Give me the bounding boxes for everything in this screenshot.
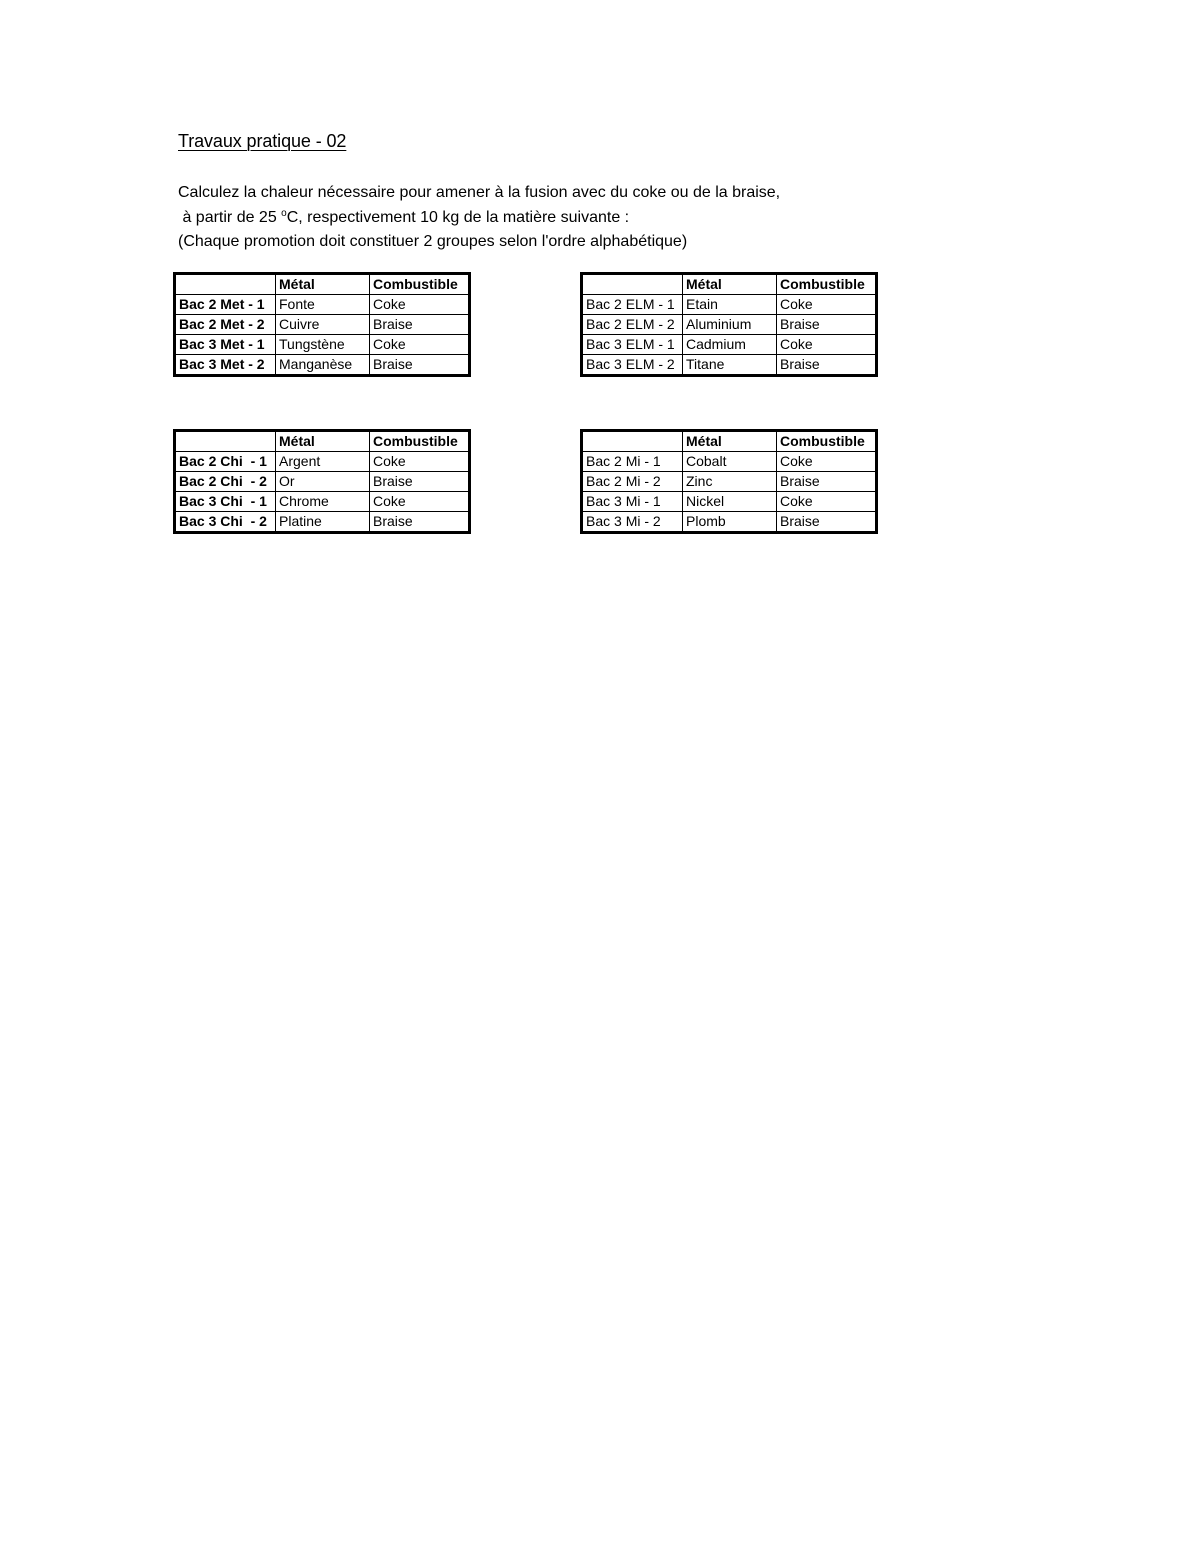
table-elm <box>580 272 878 377</box>
group-cell: Bac 2 Met - 2 <box>175 315 276 335</box>
table-header-row <box>175 431 470 452</box>
fuel-cell: Braise <box>777 355 877 376</box>
degree-sign: o <box>281 207 287 219</box>
metal-cell: Chrome <box>276 492 370 512</box>
metal-cell: Aluminium <box>683 315 777 335</box>
fuel-cell: Braise <box>370 512 470 533</box>
metal-cell: Or <box>276 472 370 492</box>
group-cell: Bac 3 Mi - 2 <box>582 512 683 533</box>
group-cell: Bac 2 Met - 1 <box>175 295 276 315</box>
table-row <box>582 472 877 492</box>
fuel-cell: Braise <box>777 472 877 492</box>
fuel-cell: Braise <box>777 512 877 533</box>
header-cell-metal: Métal <box>683 431 777 452</box>
table-row <box>175 472 470 492</box>
table-mi <box>580 429 878 534</box>
header-cell-combustible: Combustible <box>370 431 470 452</box>
fuel-cell: Braise <box>370 472 470 492</box>
fuel-cell: Coke <box>777 335 877 355</box>
header-cell-blank <box>175 431 276 452</box>
metal-cell: Cadmium <box>683 335 777 355</box>
intro-line-3: (Chaque promotion doit constituer 2 groupes selon l'ordre alphabétique) <box>178 233 688 250</box>
table-row <box>582 452 877 472</box>
header-cell-combustible: Combustible <box>777 431 877 452</box>
group-cell: Bac 3 Chi - 2 <box>175 512 276 533</box>
group-cell: Bac 3 ELM - 1 <box>582 335 683 355</box>
metal-cell: Tungstène <box>276 335 370 355</box>
header-cell-blank <box>582 431 683 452</box>
fuel-cell: Coke <box>777 492 877 512</box>
metal-cell: Platine <box>276 512 370 533</box>
metal-cell: Titane <box>683 355 777 376</box>
metal-cell: Cobalt <box>683 452 777 472</box>
table-row <box>175 335 470 355</box>
group-cell: Bac 3 Met - 1 <box>175 335 276 355</box>
table-row <box>175 492 470 512</box>
fuel-cell: Braise <box>370 355 470 376</box>
fuel-cell: Coke <box>777 452 877 472</box>
group-cell: Bac 2 ELM - 2 <box>582 315 683 335</box>
metal-cell: Nickel <box>683 492 777 512</box>
intro-line-2: à partir de 25 $^o$C, respectivement 10 kg de la matière suivante : <box>178 207 630 226</box>
metal-cell: Plomb <box>683 512 777 533</box>
header-cell-combustible: Combustible <box>370 274 470 295</box>
fuel-cell: Braise <box>370 315 470 335</box>
group-cell: Bac 2 Mi - 1 <box>582 452 683 472</box>
header-cell-metal: Métal <box>276 274 370 295</box>
table-row <box>582 315 877 335</box>
metal-cell: Fonte <box>276 295 370 315</box>
table-row <box>175 315 470 335</box>
metal-cell: Etain <box>683 295 777 315</box>
group-cell: Bac 2 ELM - 1 <box>582 295 683 315</box>
group-cell: Bac 2 Mi - 2 <box>582 472 683 492</box>
table-chi <box>173 429 471 534</box>
header-cell-blank <box>582 274 683 295</box>
header-cell-blank <box>175 274 276 295</box>
table-row <box>175 355 470 376</box>
group-cell: Bac 3 Met - 2 <box>175 355 276 376</box>
group-cell: Bac 3 Mi - 1 <box>582 492 683 512</box>
table-row <box>175 452 470 472</box>
group-cell: Bac 2 Chi - 2 <box>175 472 276 492</box>
metal-cell: Cuivre <box>276 315 370 335</box>
table-row <box>175 295 470 315</box>
header-cell-combustible: Combustible <box>777 274 877 295</box>
table-met <box>173 272 471 377</box>
metal-cell: Zinc <box>683 472 777 492</box>
table-row <box>582 355 877 376</box>
table-header-row <box>582 274 877 295</box>
group-cell: Bac 3 Chi - 1 <box>175 492 276 512</box>
group-cell: Bac 2 Chi - 1 <box>175 452 276 472</box>
table-row <box>582 512 877 533</box>
fuel-cell: Braise <box>777 315 877 335</box>
fuel-cell: Coke <box>370 335 470 355</box>
fuel-cell: Coke <box>370 295 470 315</box>
table-row <box>175 512 470 533</box>
header-cell-metal: Métal <box>276 431 370 452</box>
table-row <box>582 492 877 512</box>
intro-text <box>178 181 780 255</box>
fuel-cell: Coke <box>370 452 470 472</box>
table-row <box>582 295 877 315</box>
table-row <box>582 335 877 355</box>
page-title: Travaux pratique - 02 <box>178 131 347 151</box>
group-cell: Bac 3 ELM - 2 <box>582 355 683 376</box>
intro-line-1: Calculez la chaleur nécessaire pour amener à la fusion avec du coke ou de la braise, <box>178 184 781 201</box>
table-header-row <box>582 431 877 452</box>
table-header-row <box>175 274 470 295</box>
fuel-cell: Coke <box>370 492 470 512</box>
header-cell-metal: Métal <box>683 274 777 295</box>
fuel-cell: Coke <box>777 295 877 315</box>
metal-cell: Manganèse <box>276 355 370 376</box>
metal-cell: Argent <box>276 452 370 472</box>
